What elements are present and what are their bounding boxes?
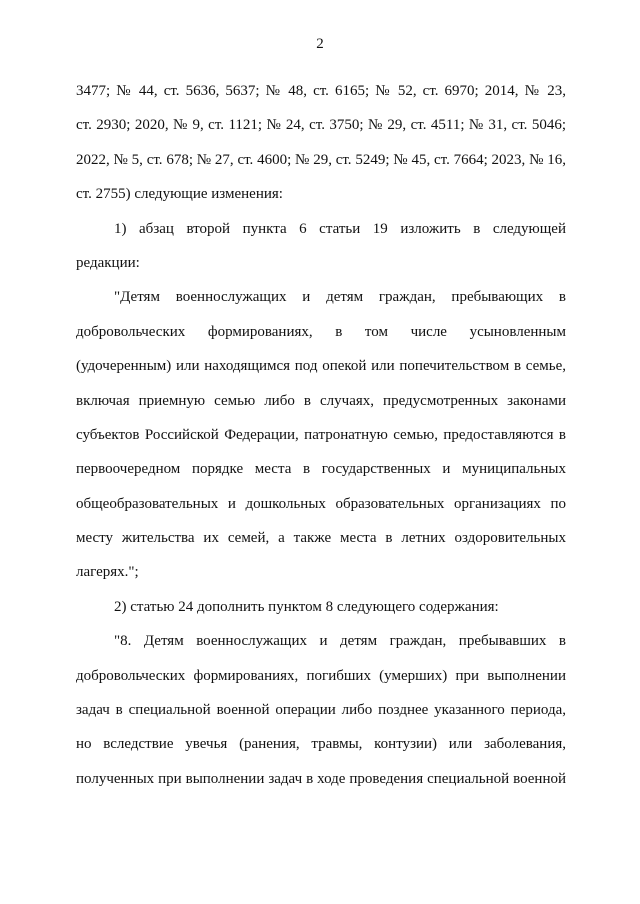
text-line: лагерях.";: [76, 564, 139, 581]
text-line: "8. Детям военнослужащих и детям граждан, пребывавших в: [114, 633, 566, 650]
text-line: (удочеренным) или находящимся под опекой или попечительством в семье,: [76, 358, 566, 375]
text-line: первоочередном порядке места в государственных и муниципальных: [76, 461, 566, 478]
text-line: 2022, № 5, ст. 678; № 27, ст. 4600; № 29, ст. 5249; № 45, ст. 7664; 2023, № 16,: [76, 151, 566, 168]
text-line: 2) статью 24 дополнить пунктом 8 следующего содержания:: [114, 598, 499, 615]
text-line: месту жительства их семей, а также места в летних оздоровительных: [76, 530, 566, 547]
text-line: редакции:: [76, 254, 140, 271]
page-number: 2: [316, 36, 324, 52]
text-line: ст. 2930; 2020, № 9, ст. 1121; № 24, ст. 3750; № 29, ст. 4511; № 31, ст. 5046;: [76, 117, 566, 134]
text-line: но вследствие увечья (ранения, травмы, контузии) или заболевания,: [76, 736, 566, 753]
text-line: ст. 2755) следующие изменения:: [76, 186, 283, 203]
text-line: задач в специальной военной операции либо позднее указанного периода,: [76, 702, 566, 719]
text-line: 3477; № 44, ст. 5636, 5637; № 48, ст. 6165; № 52, ст. 6970; 2014, № 23,: [76, 83, 566, 99]
text-line: субъектов Российской Федерации, патронатную семью, предоставляются в: [76, 426, 566, 443]
text-line: включая приемную семью либо в случаях, предусмотренных законами: [76, 392, 566, 409]
text-line: общеобразовательных и дошкольных образовательных организациях по: [76, 495, 566, 512]
document-body: [76, 74, 566, 796]
text-line: добровольческих формированиях, в том числе усыновленным: [76, 323, 566, 340]
text-line: 1) абзац второй пункта 6 статьи 19 изложить в следующей: [114, 220, 566, 237]
text-line: "Детям военнослужащих и детям граждан, пребывающих в: [114, 289, 566, 306]
text-line: полученных при выполнении задач в ходе проведения специальной военной: [76, 770, 566, 787]
text-line: добровольческих формированиях, погибших (умерших) при выполнении: [76, 667, 566, 684]
